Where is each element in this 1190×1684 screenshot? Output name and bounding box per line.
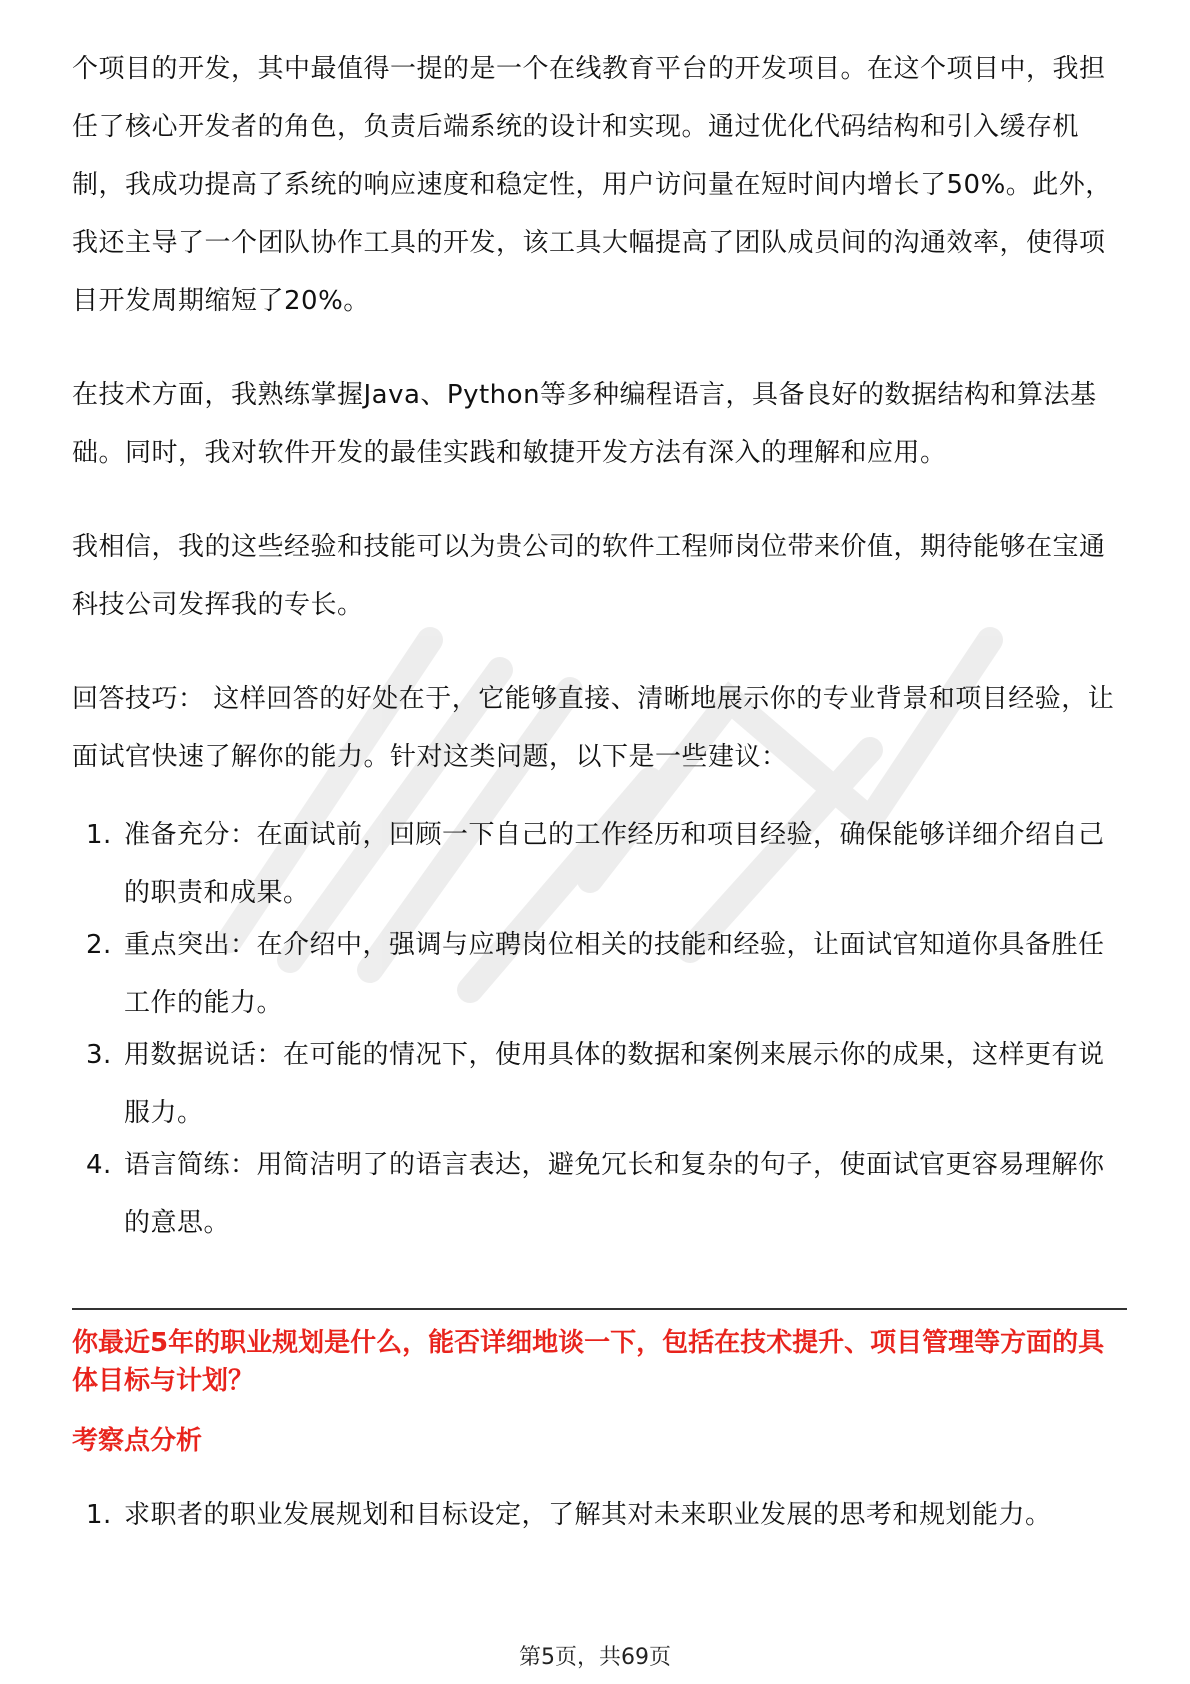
list-item <box>72 916 1127 1032</box>
list-text: 语言简练：用简洁明了的语言表达，避免冗长和复杂的句子，使面试官更容易理解你的意思。 <box>124 1150 1105 1238</box>
paragraph-project-experience: 个项目的开发，其中最值得一提的是一个在线教育平台的开发项目。在这个项目中，我担任了核心开发者的角色，负责后端系统的设计和实现。通过优化代码结构和引入缓存机制，我成功提高了系统的响应速度和稳定性，用户访问量在短时间内增长了50%。此外，我还主导了一个团队协作工具的开发，该工具大幅提高了团队成员间的沟通效率，使得项目开发周期缩短了20%。 <box>72 54 1112 316</box>
list-item <box>72 806 1127 922</box>
list-text: 重点突出：在介绍中，强调与应聘岗位相关的技能和经验，让面试官知道你具备胜任工作的能力。 <box>124 930 1105 1018</box>
interview-question: 你最近5年的职业规划是什么，能否详细地谈一下，包括在技术提升、项目管理等方面的具体目标与计划？ <box>72 1328 1105 1396</box>
section-divider <box>72 1308 1127 1310</box>
list-item <box>72 1486 1127 1544</box>
list-text: 用数据说话：在可能的情况下，使用具体的数据和案例来展示你的成果，这样更有说服力。 <box>124 1040 1105 1128</box>
paragraph-answer-tips: 回答技巧： 这样回答的好处在于，它能够直接、清晰地展示你的专业背景和项目经验，让面试官快速了解你的能力。针对这类问题，以下是一些建议： <box>72 684 1115 772</box>
page-footer: 第5页，共69页 <box>519 1645 671 1670</box>
list-item <box>72 1136 1127 1252</box>
list-number: 1. <box>86 1500 112 1530</box>
list-number: 2. <box>86 930 112 960</box>
analysis-title: 考察点分析 <box>72 1426 203 1456</box>
list-item <box>72 1026 1127 1142</box>
list-text: 求职者的职业发展规划和目标设定，了解其对未来职业发展的思考和规划能力。 <box>124 1500 1052 1530</box>
list-number: 1. <box>86 820 112 850</box>
list-number: 3. <box>86 1040 112 1070</box>
tips-list <box>72 806 1127 1252</box>
paragraph-tech-skills: 在技术方面，我熟练掌握Java、Python等多种编程语言，具备良好的数据结构和算法基础。同时，我对软件开发的最佳实践和敏捷开发方法有深入的理解和应用。 <box>72 380 1097 468</box>
paragraph-closing: 我相信，我的这些经验和技能可以为贵公司的软件工程师岗位带来价值，期待能够在宝通科技公司发挥我的专长。 <box>72 532 1106 620</box>
analysis-list <box>72 1486 1127 1544</box>
list-number: 4. <box>86 1150 112 1180</box>
list-text: 准备充分：在面试前，回顾一下自己的工作经历和项目经验，确保能够详细介绍自己的职责和成果。 <box>124 820 1105 908</box>
document-page <box>72 40 1127 1544</box>
